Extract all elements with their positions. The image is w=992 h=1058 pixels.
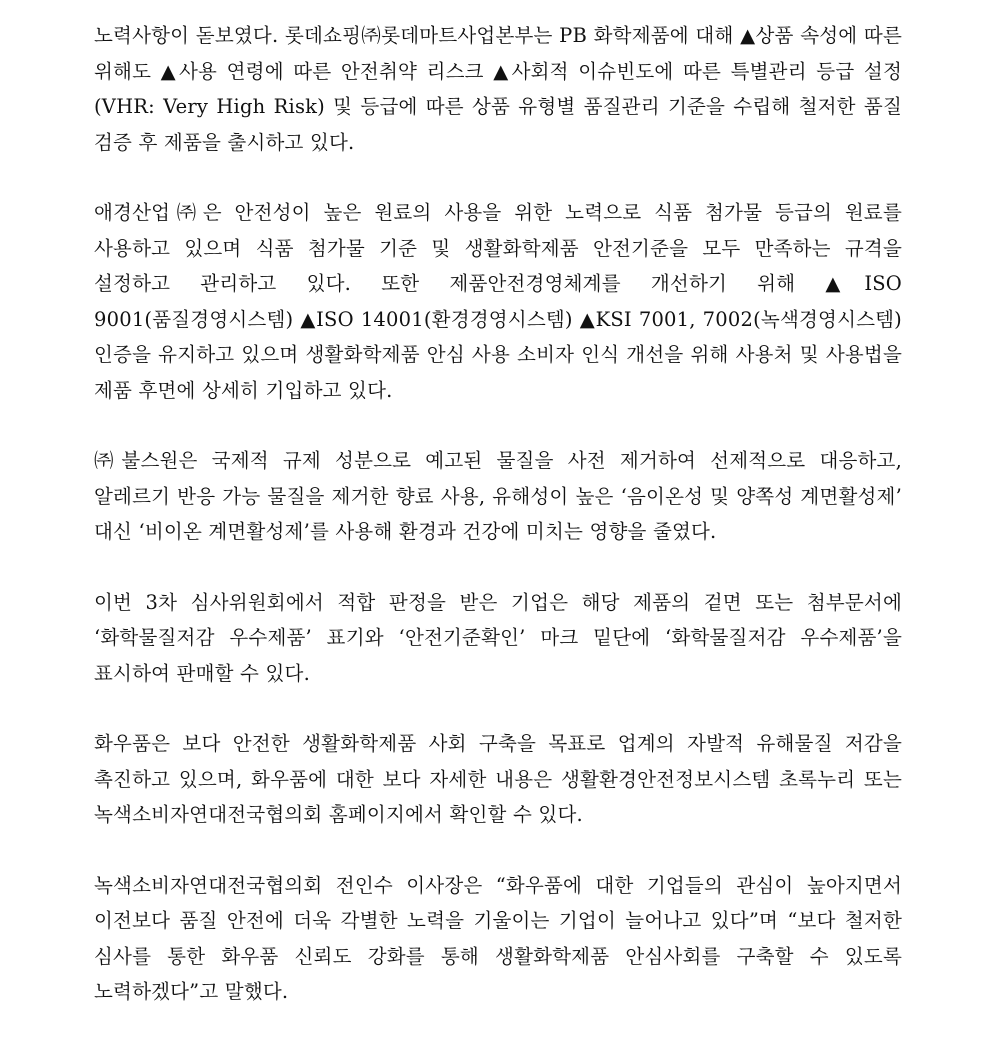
paragraph-hwaupum-info: 화우품은 보다 안전한 생활화학제품 사회 구축을 목표로 업계의 자발적 유해물질 저감을 촉진하고 있으며, 화우품에 대한 보다 자세한 내용은 생활환경안전정보시스템 초록누리 또는 녹색소비자연대전국협의회 홈페이지에서 확인할 수 있다. [94, 732, 902, 826]
paragraph-certification-mark: 이번 3차 심사위원회에서 적합 판정을 받은 기업은 해당 제품의 겉면 또는 첨부문서에 ‘화학물질저감 우수제품’ 표기와 ‘안전기준확인’ 마크 밑단에 ‘화학물질저감 우수제품’을 표시하여 판매할 수 있다. [94, 590, 902, 685]
paragraph-chairman-quote: 녹색소비자연대전국협의회 전인수 이사장은 “화우품에 대한 기업들의 관심이 높아지면서 이전보다 품질 안전에 더욱 각별한 노력을 기울이는 기업이 늘어나고 있다”며 “보다 철저한 심사를 통한 화우품 신뢰도 강화를 통해 생활화학제품 안심사회를 구축할 수 있도록 노력하겠다”고 말했다. [94, 873, 902, 1003]
paragraph-aekyung: 애경산업㈜은 안전성이 높은 원료의 사용을 위한 노력으로 식품 첨가물 등급의 원료를 사용하고 있으며 식품 첨가물 기준 및 생활화학제품 안전기준을 모두 만족하는 규격을 설정하고 관리하고 있다. 또한 제품안전경영체계를 개선하기 위해 ▲ISO 9001(품질경영시스템) ▲ISO 14001(환경경영시스템) ▲KSI 7001, 7002(녹색경영시스템) 인증을 유지하고 있으며 생활화학제품 안심 사용 소비자 인식 개선을 위해 사용처 및 사용법을 제품 후면에 상세히 기입하고 있다. [94, 201, 902, 402]
paragraph-lotte-mart: 노력사항이 돋보였다. 롯데쇼핑㈜롯데마트사업본부는 PB 화학제품에 대해 ▲상품 속성에 따른 위해도 ▲사용 연령에 따른 안전취약 리스크 ▲사회적 이슈빈도에 따른 특별관리 등급 설정(VHR: Very High Risk) 및 등급에 따른 상품 유형별 품질관리 기준을 수립해 철저한 품질 검증 후 제품을 출시하고 있다. [94, 24, 902, 154]
paragraph-bullsone: ㈜불스원은 국제적 규제 성분으로 예고된 물질을 사전 제거하여 선제적으로 대응하고, 알레르기 반응 가능 물질을 제거한 향료 사용, 유해성이 높은 ‘음이온성 및 양쪽성 계면활성제’ 대신 ‘비이온 계면활성제’를 사용해 환경과 건강에 미치는 영향을 줄였다. [94, 449, 902, 543]
